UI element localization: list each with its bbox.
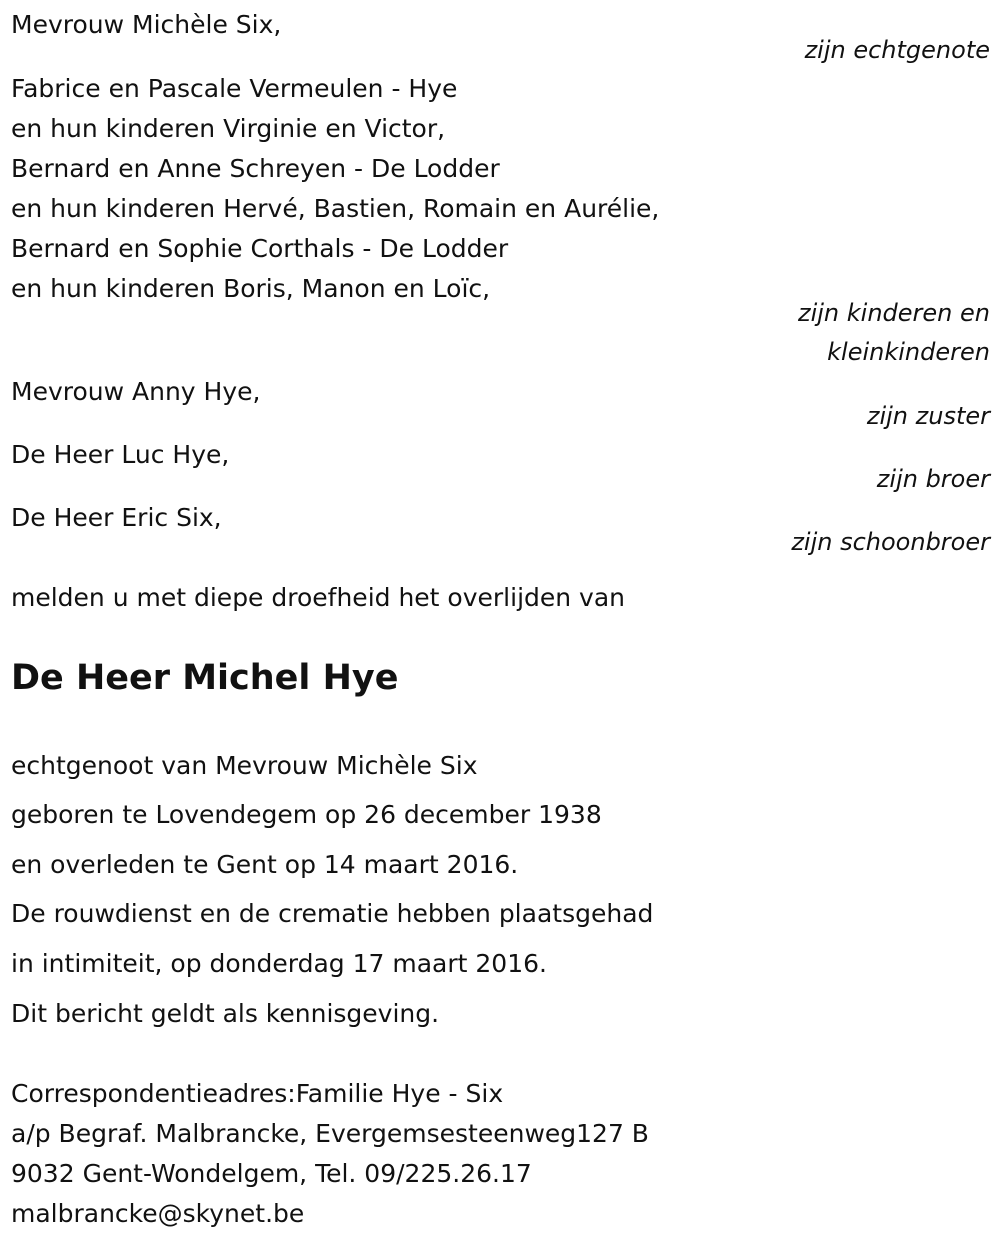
brother-in-law-relation: zijn schoonbroer — [791, 528, 990, 556]
detail-line-2: geboren te Lovendegem op 26 december 1938 — [11, 800, 602, 829]
brother-relation: zijn broer — [876, 465, 990, 493]
correspondence-line-1: Correspondentieadres:Familie Hye - Six — [11, 1079, 504, 1108]
detail-line-6: Dit bericht geldt als kennisgeving. — [11, 999, 440, 1028]
child-family-line-5: Bernard en Sophie Corthals - De Lodder — [11, 234, 509, 263]
correspondence-line-2: a/p Begraf. Malbrancke, Evergemsesteenweg127 B — [11, 1119, 649, 1148]
child-family-line-3: Bernard en Anne Schreyen - De Lodder — [11, 154, 500, 183]
correspondence-email: malbrancke@skynet.be — [11, 1199, 305, 1228]
detail-line-3: en overleden te Gent op 14 maart 2016. — [11, 850, 519, 879]
sister-name: Mevrouw Anny Hye, — [11, 377, 261, 406]
children-relation-line-2: kleinkinderen — [827, 338, 990, 366]
spouse-relation: zijn echtgenote — [804, 36, 990, 64]
brother-name: De Heer Luc Hye, — [11, 440, 230, 469]
brother-in-law-name: De Heer Eric Six, — [11, 503, 222, 532]
deceased-name: De Heer Michel Hye — [11, 658, 399, 698]
correspondence-line-3: 9032 Gent-Wondelgem, Tel. 09/225.26.17 — [11, 1159, 532, 1188]
children-relation-line-1: zijn kinderen en — [798, 299, 990, 327]
detail-line-4: De rouwdienst en de crematie hebben plaatsgehad — [11, 899, 654, 928]
detail-line-1: echtgenoot van Mevrouw Michèle Six — [11, 751, 478, 780]
child-family-line-2: en hun kinderen Virginie en Victor, — [11, 114, 446, 143]
announcement-text: melden u met diepe droefheid het overlijden van — [11, 583, 626, 612]
spouse-name: Mevrouw Michèle Six, — [11, 10, 282, 39]
child-family-line-1: Fabrice en Pascale Vermeulen - Hye — [11, 74, 458, 103]
child-family-line-6: en hun kinderen Boris, Manon en Loïc, — [11, 274, 491, 303]
child-family-line-4: en hun kinderen Hervé, Bastien, Romain en Aurélie, — [11, 194, 660, 223]
sister-relation: zijn zuster — [866, 402, 990, 430]
detail-line-5: in intimiteit, op donderdag 17 maart 2016. — [11, 949, 547, 978]
